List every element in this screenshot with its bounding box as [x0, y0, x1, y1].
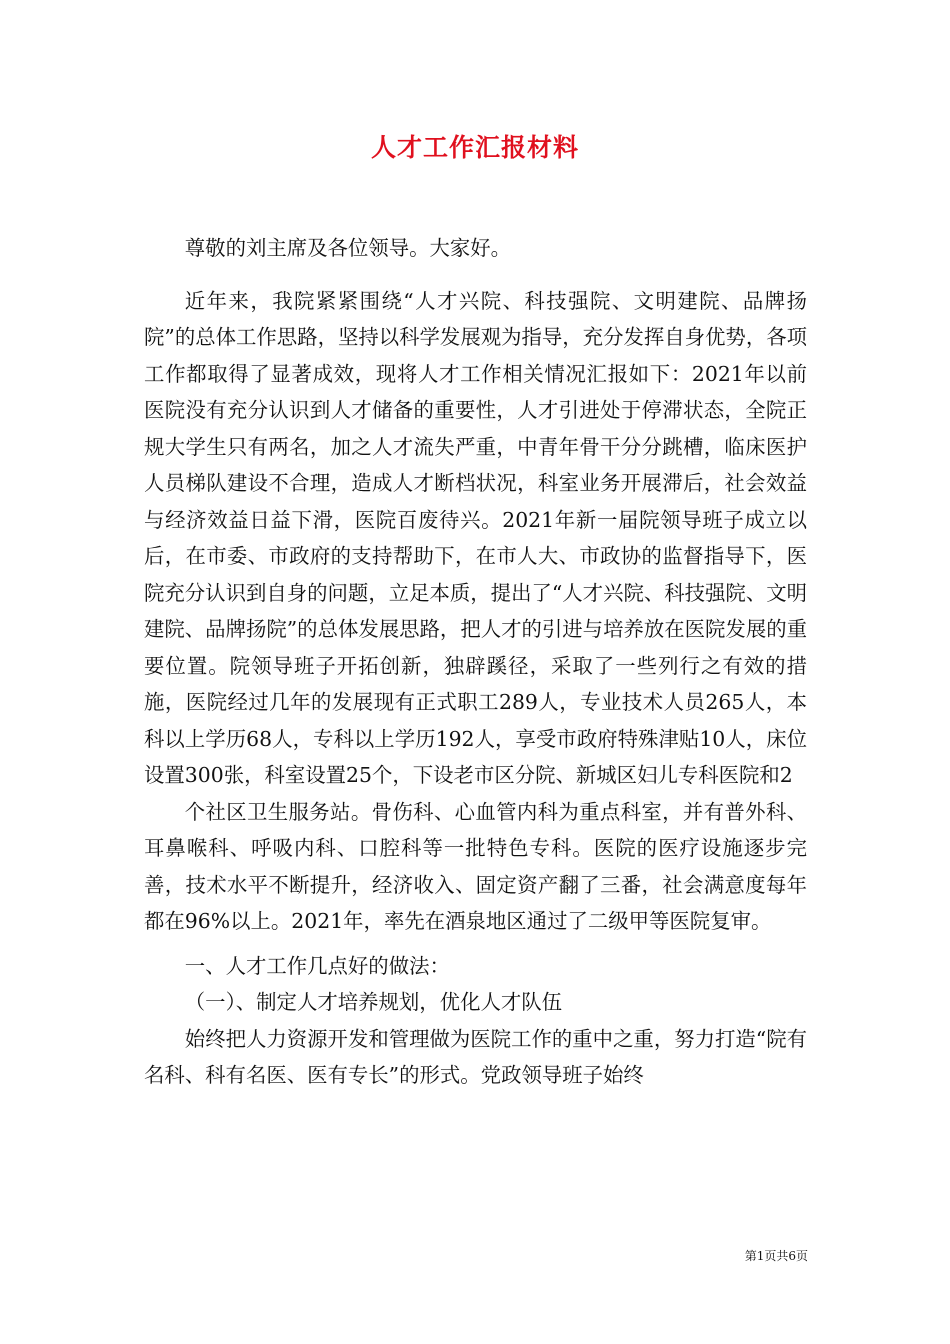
document-title: 人才工作汇报材料 — [370, 133, 579, 162]
subsection-heading-1: （一）、制定人才培养规划，优化人才队伍 — [184, 990, 563, 1014]
body-paragraph-3: 始终把人力资源开发和管理做为医院工作的重中之重，努力打造“院有名科、科有名医、医有专长”的形式。党政领导班子始终 — [144, 1026, 807, 1087]
salutation-paragraph: 尊敬的刘主席及各位领导。大家好。 — [184, 236, 512, 260]
body-paragraph-2: 个社区卫生服务站。骨伤科、心血管内科为重点科室，并有普外科、耳鼻喉科、呼吸内科、口腔科等一批特色专科。医院的医疗设施逐步完善，技术水平不断提升，经济收入、固定资产翻了三番，社会满意度每年都在96%以上。2021年，率先在酒泉地区通过了二级甲等医院复审。 — [144, 799, 807, 933]
document-body — [144, 230, 807, 1094]
page-number: 第1页共6页 — [744, 1249, 808, 1263]
body-paragraph-1: 近年来，我院紧紧围绕“人才兴院、科技强院、文明建院、品牌扬院”的总体工作思路，坚持以科学发展观为指导，充分发挥自身优势，各项工作都取得了显著成效，现将人才工作相关情况汇报如下：2021年以前医院没有充分认识到人才储备的重要性，人才引进处于停滞状态，全院正规大学生只有两名，加之人才流失严重，中青年骨干分分跳槽，临床医护人员梯队建设不合理，造成人才断档状况，科室业务开展滞后，社会效益与经济效益日益下滑，医院百废待兴。2021年新一届院领导班子成立以后，在市委、市政府的支持帮助下，在市人大、市政协的监督指导下，医院充分认识到自身的问题，立足本质，提出了“人才兴院、科技强院、文明建院、品牌扬院”的总体发展思路，把人才的引进与培养放在医院发展的重要位置。院领导班子开拓创新，独辟蹊径，采取了一些列行之有效的措施，医院经过几年的发展现有正式职工289人，专业技术人员265人，本科以上学历68人，专科以上学历192人，享受市政府特殊津贴10人，床位设置300张，科室设置25个，下设老市区分院、新城区妇儿专科医院和2 — [144, 288, 807, 787]
section-heading-1: 一、人才工作几点好的做法： — [184, 953, 450, 978]
